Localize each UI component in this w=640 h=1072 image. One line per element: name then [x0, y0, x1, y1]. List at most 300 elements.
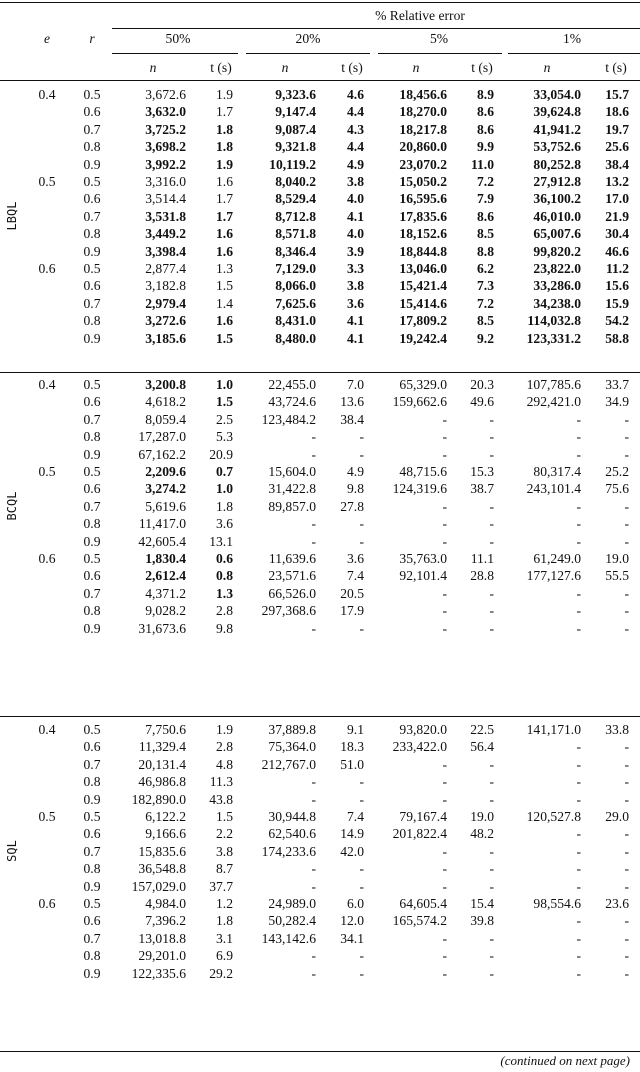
table-cell: 11,417.0 [138, 516, 186, 532]
table-cell: 7.3 [477, 278, 494, 294]
table-cell: 3,632.0 [145, 104, 186, 120]
table-cell: 89,857.0 [268, 498, 316, 514]
cell-empty: - [489, 774, 494, 790]
cell-empty: - [489, 965, 494, 981]
table-cell: 29.2 [209, 965, 233, 981]
table-cell: 1.6 [216, 226, 233, 242]
table-cell: 18,152.6 [399, 226, 447, 242]
cell-r: 0.5 [83, 87, 101, 102]
cell-empty: - [624, 843, 629, 859]
table-cell: 11,329.4 [138, 739, 186, 755]
cell-empty: - [442, 620, 447, 636]
cell-r: 0.5 [83, 895, 101, 911]
table-cell: 122,335.6 [131, 965, 186, 981]
table-cell: 42.0 [340, 843, 364, 859]
cell-empty: - [489, 498, 494, 514]
cell-empty: - [311, 878, 316, 894]
table-cell: 3,274.2 [145, 481, 186, 497]
cell-empty: - [489, 843, 494, 859]
table-cell: 7.0 [347, 377, 364, 392]
table-cell: 23.6 [605, 895, 629, 911]
cell-r: 0.7 [83, 498, 101, 514]
table-cell: 0.7 [216, 463, 233, 479]
table-cell: 1.0 [216, 481, 233, 497]
table-cell: 3.6 [347, 295, 364, 311]
cell-r: 0.6 [83, 913, 101, 929]
table-cell: 54.2 [605, 313, 629, 329]
cell-r: 0.7 [83, 843, 101, 859]
cell-empty: - [489, 603, 494, 619]
table-cell: 38.4 [340, 411, 364, 427]
table-cell: 159,662.6 [392, 394, 447, 410]
table-cell: 7.2 [477, 295, 494, 311]
table-cell: 15,414.6 [399, 295, 447, 311]
table-cell: 201,822.4 [392, 826, 447, 842]
cell-empty: - [489, 791, 494, 807]
table-cell: 36,100.2 [533, 191, 581, 207]
table-cell: 13.1 [209, 533, 233, 549]
cell-empty: - [576, 878, 581, 894]
table-cell: 80,317.4 [533, 463, 581, 479]
table-cell: 22,455.0 [268, 377, 316, 392]
table-cell: 4,618.2 [145, 394, 186, 410]
table-cell: 66,526.0 [268, 585, 316, 601]
table-cell: 33,286.0 [533, 278, 581, 294]
table-cell: 0.8 [216, 568, 233, 584]
table-cell: 17,835.6 [399, 208, 447, 224]
cell-empty: - [576, 913, 581, 929]
cell-empty: - [576, 861, 581, 877]
table-cell: 1.8 [216, 121, 233, 137]
table-cell: 4.9 [347, 156, 364, 172]
table-cell: 5,619.6 [145, 498, 186, 514]
table-cell: 49.6 [470, 394, 494, 410]
table-cell: 29,201.0 [138, 948, 186, 964]
cell-r: 0.8 [83, 603, 101, 619]
cell-empty: - [489, 930, 494, 946]
table-cell: 56.4 [470, 739, 494, 755]
table-cell: 33.8 [605, 722, 629, 737]
table-cell: 39.8 [470, 913, 494, 929]
table-cell: 8.5 [477, 226, 494, 242]
cell-empty: - [311, 948, 316, 964]
table-cell: 46,010.0 [533, 208, 581, 224]
table-cell: 75,364.0 [268, 739, 316, 755]
cell-r: 0.9 [83, 620, 101, 636]
table-cell: 58.8 [605, 330, 629, 346]
cell-empty: - [442, 603, 447, 619]
table-cell: 2.5 [216, 411, 233, 427]
table-cell: 9.1 [347, 722, 364, 737]
cell-empty: - [489, 878, 494, 894]
cell-empty: - [359, 861, 364, 877]
table-cell: 25.2 [605, 463, 629, 479]
table-cell: 19.0 [605, 550, 629, 566]
table-cell: 13,046.0 [399, 260, 447, 276]
cell-e: 0.5 [38, 463, 56, 479]
table-cell: 50,282.4 [268, 913, 316, 929]
table-cell: 9.8 [216, 620, 233, 636]
cell-empty: - [576, 498, 581, 514]
table-cell: 15.7 [605, 87, 629, 102]
table-cell: 30,944.8 [268, 808, 316, 824]
cell-r: 0.8 [83, 516, 101, 532]
table-cell: 92,101.4 [399, 568, 447, 584]
cell-empty: - [442, 878, 447, 894]
table-cell: 7,750.6 [145, 722, 186, 737]
cell-r: 0.6 [83, 826, 101, 842]
cell-empty: - [311, 861, 316, 877]
table-cell: 20.3 [470, 377, 494, 392]
header-relative-error: % Relative error [375, 8, 465, 23]
header-t: t (s) [605, 60, 627, 75]
cell-empty: - [576, 791, 581, 807]
table-cell: 3,698.2 [145, 139, 186, 155]
table-cell: 3,992.2 [145, 156, 186, 172]
cell-e: 0.4 [38, 722, 56, 737]
table-cell: 8,059.4 [145, 411, 186, 427]
cell-empty: - [576, 843, 581, 859]
header-e: e [43, 31, 51, 46]
table-cell: 4,371.2 [145, 585, 186, 601]
cell-empty: - [624, 756, 629, 772]
table-cell: 15,604.0 [268, 463, 316, 479]
header-n: n [281, 60, 289, 75]
cell-r: 0.9 [83, 791, 101, 807]
table-cell: 165,574.2 [392, 913, 447, 929]
cell-e: 0.5 [38, 173, 56, 189]
table-cell: 8.6 [477, 104, 494, 120]
table-cell: 17.9 [340, 603, 364, 619]
table-cell: 11.0 [470, 156, 494, 172]
cell-empty: - [359, 516, 364, 532]
cell-r: 0.5 [83, 808, 101, 824]
cell-r: 0.9 [83, 330, 101, 346]
cell-empty: - [359, 948, 364, 964]
cell-empty: - [576, 965, 581, 981]
table-cell: 2,979.4 [145, 295, 186, 311]
cell-empty: - [359, 620, 364, 636]
table-cell: 8.8 [477, 243, 494, 259]
cell-empty: - [624, 603, 629, 619]
cell-r: 0.8 [83, 861, 101, 877]
table-cell: 4.1 [347, 330, 364, 346]
cell-r: 0.8 [83, 429, 101, 445]
table-cell: 21.9 [605, 208, 629, 224]
table-cell: 33,054.0 [533, 87, 581, 102]
group-label: SQL [5, 840, 19, 863]
cell-empty: - [359, 878, 364, 894]
table-cell: 9.9 [477, 139, 494, 155]
table-cell: 123,484.2 [261, 411, 316, 427]
table-cell: 53,752.6 [533, 139, 581, 155]
table-cell: 16,595.6 [399, 191, 447, 207]
table-cell: 48.2 [470, 826, 494, 842]
table-cell: 1.6 [216, 243, 233, 259]
table-cell: 177,127.6 [526, 568, 581, 584]
table-cell: 9,028.2 [145, 603, 186, 619]
table-cell: 3.8 [347, 173, 364, 189]
table-cell: 1.7 [216, 208, 233, 224]
table-cell: 13.6 [340, 394, 364, 410]
table-cell: 18,270.0 [399, 104, 447, 120]
header-r: r [89, 31, 95, 46]
table-cell: 4.4 [347, 104, 364, 120]
group-separator [0, 716, 640, 717]
header-n: n [412, 60, 420, 75]
table-cell: 19,242.4 [399, 330, 447, 346]
table-cell: 7.2 [477, 173, 494, 189]
cell-empty: - [359, 429, 364, 445]
cell-r: 0.9 [83, 156, 101, 172]
table-cell: 114,032.8 [527, 313, 581, 329]
cell-empty: - [576, 948, 581, 964]
table-cell: 31,422.8 [268, 481, 316, 497]
cell-empty: - [311, 533, 316, 549]
table-cell: 4.4 [347, 139, 364, 155]
table-cell: 39,624.8 [533, 104, 581, 120]
table-cell: 41,941.2 [533, 121, 581, 137]
table-cell: 9,321.8 [275, 139, 316, 155]
cell-empty: - [442, 861, 447, 877]
table-cell: 11.3 [209, 774, 233, 790]
cell-empty: - [442, 446, 447, 462]
table-cell: 61,249.0 [533, 550, 581, 566]
table-cell: 1.5 [216, 278, 233, 294]
table-cell: 0.6 [216, 550, 233, 566]
table-cell: 46,986.8 [138, 774, 186, 790]
cell-empty: - [624, 585, 629, 601]
table-cell: 33.7 [605, 377, 629, 392]
table-cell: 15.6 [605, 278, 629, 294]
cell-empty: - [311, 774, 316, 790]
table-cell: 3,672.6 [145, 87, 186, 102]
table-cell: 27,912.8 [533, 173, 581, 189]
table-cell: 19.0 [470, 808, 494, 824]
cell-empty: - [359, 791, 364, 807]
cell-empty: - [624, 878, 629, 894]
table-cell: 8.6 [477, 208, 494, 224]
table-cell: 3,185.6 [145, 330, 186, 346]
table-cell: 123,331.2 [526, 330, 581, 346]
table-cell: 28.8 [470, 568, 494, 584]
table-cell: 18,844.8 [399, 243, 447, 259]
table-cell: 1.5 [216, 394, 233, 410]
table-cell: 9,166.6 [145, 826, 186, 842]
table-cell: 8,480.0 [275, 330, 316, 346]
table-cell: 10,119.2 [269, 156, 316, 172]
table-cell: 1.9 [216, 722, 233, 737]
table-cell: 243,101.4 [526, 481, 581, 497]
table-cell: 1.5 [216, 808, 233, 824]
cell-e: 0.4 [38, 377, 56, 392]
table-cell: 99,820.2 [533, 243, 581, 259]
table-cell: 3.8 [216, 843, 233, 859]
cell-empty: - [576, 930, 581, 946]
table-cell: 38.4 [605, 156, 629, 172]
cell-empty: - [624, 861, 629, 877]
table-cell: 4.0 [347, 191, 364, 207]
table-cell: 1.4 [216, 295, 233, 311]
group-separator [0, 372, 640, 373]
cell-r: 0.9 [83, 446, 101, 462]
cell-empty: - [489, 411, 494, 427]
table-cell: 1.5 [216, 330, 233, 346]
table-cell: 2.2 [216, 826, 233, 842]
table-cell: 9,087.4 [275, 121, 316, 137]
table-cell: 19.7 [605, 121, 629, 137]
cell-empty: - [624, 826, 629, 842]
cell-empty: - [442, 965, 447, 981]
table-cell: 124,319.6 [392, 481, 447, 497]
group-label: LBQL [5, 201, 19, 231]
cell-empty: - [311, 791, 316, 807]
table-cell: 31,673.6 [138, 620, 186, 636]
table-cell: 8,066.0 [275, 278, 316, 294]
cell-empty: - [624, 948, 629, 964]
table-cell: 5.3 [216, 429, 233, 445]
table-cell: 8,431.0 [275, 313, 316, 329]
table-cell: 2,877.4 [145, 260, 186, 276]
table-cell: 35,763.0 [399, 550, 447, 566]
table-cell: 20.5 [340, 585, 364, 601]
table-cell: 34,238.0 [533, 295, 581, 311]
cell-empty: - [359, 965, 364, 981]
table-cell: 3.9 [347, 243, 364, 259]
cell-empty: - [576, 446, 581, 462]
cell-empty: - [442, 516, 447, 532]
table-cell: 8.9 [477, 87, 494, 102]
table-cell: 18.3 [340, 739, 364, 755]
table-cell: 37,889.8 [268, 722, 316, 737]
table-cell: 30.4 [605, 226, 629, 242]
group-label: BCQL [5, 491, 19, 521]
table-cell: 20,131.4 [138, 756, 186, 772]
table-cell: 2,612.4 [145, 568, 186, 584]
table-cell: 2.8 [216, 603, 233, 619]
cell-empty: - [442, 843, 447, 859]
header-t: t (s) [471, 60, 493, 75]
table-cell: 18,456.6 [399, 87, 447, 102]
cell-empty: - [442, 498, 447, 514]
cell-empty: - [624, 516, 629, 532]
header-cmidrule [246, 53, 370, 54]
table-cell: 1.0 [216, 377, 233, 392]
cell-r: 0.5 [83, 377, 101, 392]
table-cell: 34.9 [605, 394, 629, 410]
cell-empty: - [624, 498, 629, 514]
cell-r: 0.7 [83, 585, 101, 601]
table-cell: 24,989.0 [268, 895, 316, 911]
cell-empty: - [576, 429, 581, 445]
cell-empty: - [624, 739, 629, 755]
table-cell: 4.1 [347, 313, 364, 329]
table-cell: 17,287.0 [138, 429, 186, 445]
table-cell: 157,029.0 [131, 878, 186, 894]
table-cell: 1.3 [216, 585, 233, 601]
table-cell: 3,398.4 [145, 243, 186, 259]
cell-r: 0.7 [83, 121, 101, 137]
cell-r: 0.5 [83, 173, 101, 189]
header-level: 5% [429, 31, 449, 46]
table-cell: 20,860.0 [399, 139, 447, 155]
cell-r: 0.8 [83, 948, 101, 964]
cell-empty: - [576, 756, 581, 772]
table-cell: 42,605.4 [138, 533, 186, 549]
table-cell: 13.2 [605, 173, 629, 189]
table-cell: 4.8 [216, 756, 233, 772]
cell-empty: - [442, 774, 447, 790]
cell-e: 0.5 [38, 808, 56, 824]
cell-r: 0.6 [83, 104, 101, 120]
table-cell: 3,182.8 [145, 278, 186, 294]
cell-r: 0.6 [83, 739, 101, 755]
bottom-rule [0, 1051, 640, 1052]
table-cell: 4.9 [347, 463, 364, 479]
cell-r: 0.7 [83, 930, 101, 946]
table-cell: 4.6 [347, 87, 364, 102]
cell-empty: - [442, 429, 447, 445]
table-cell: 46.6 [605, 243, 629, 259]
header-cmidrule [112, 28, 640, 29]
table-cell: 37.7 [209, 878, 233, 894]
cell-r: 0.7 [83, 756, 101, 772]
table-cell: 2,209.6 [145, 463, 186, 479]
continued-note: (continued on next page) [500, 1053, 630, 1068]
table-cell: 3,272.6 [145, 313, 186, 329]
table-cell: 15,050.2 [399, 173, 447, 189]
table-cell: 23,822.0 [533, 260, 581, 276]
table-cell: 9.8 [347, 481, 364, 497]
cell-r: 0.9 [83, 243, 101, 259]
table-cell: 9.2 [477, 330, 494, 346]
table-cell: 29.0 [605, 808, 629, 824]
table-cell: 8.5 [477, 313, 494, 329]
cell-r: 0.5 [83, 260, 101, 276]
cell-empty: - [576, 620, 581, 636]
table-cell: 8,040.2 [275, 173, 316, 189]
cell-r: 0.5 [83, 463, 101, 479]
table-cell: 3,725.2 [145, 121, 186, 137]
table-cell: 13,018.8 [138, 930, 186, 946]
table-cell: 8.7 [216, 861, 233, 877]
table-cell: 9,147.4 [275, 104, 316, 120]
cell-empty: - [624, 411, 629, 427]
table-cell: 4.0 [347, 226, 364, 242]
cell-e: 0.6 [38, 895, 56, 911]
cell-empty: - [576, 774, 581, 790]
table-cell: 25.6 [605, 139, 629, 155]
cell-empty: - [576, 585, 581, 601]
table-cell: 7.9 [477, 191, 494, 207]
table-cell: 17,809.2 [399, 313, 447, 329]
cell-r: 0.9 [83, 965, 101, 981]
table-cell: 43.8 [209, 791, 233, 807]
table-cell: 15,835.6 [138, 843, 186, 859]
table-cell: 23,070.2 [399, 156, 447, 172]
cell-empty: - [624, 913, 629, 929]
header-level: 1% [562, 31, 582, 46]
cell-empty: - [576, 826, 581, 842]
table-cell: 3,200.8 [145, 377, 186, 392]
cell-empty: - [311, 516, 316, 532]
cell-empty: - [624, 791, 629, 807]
table-cell: 15.3 [470, 463, 494, 479]
table-cell: 1.9 [216, 156, 233, 172]
table-cell: 20.9 [209, 446, 233, 462]
cell-empty: - [359, 774, 364, 790]
cell-empty: - [489, 533, 494, 549]
